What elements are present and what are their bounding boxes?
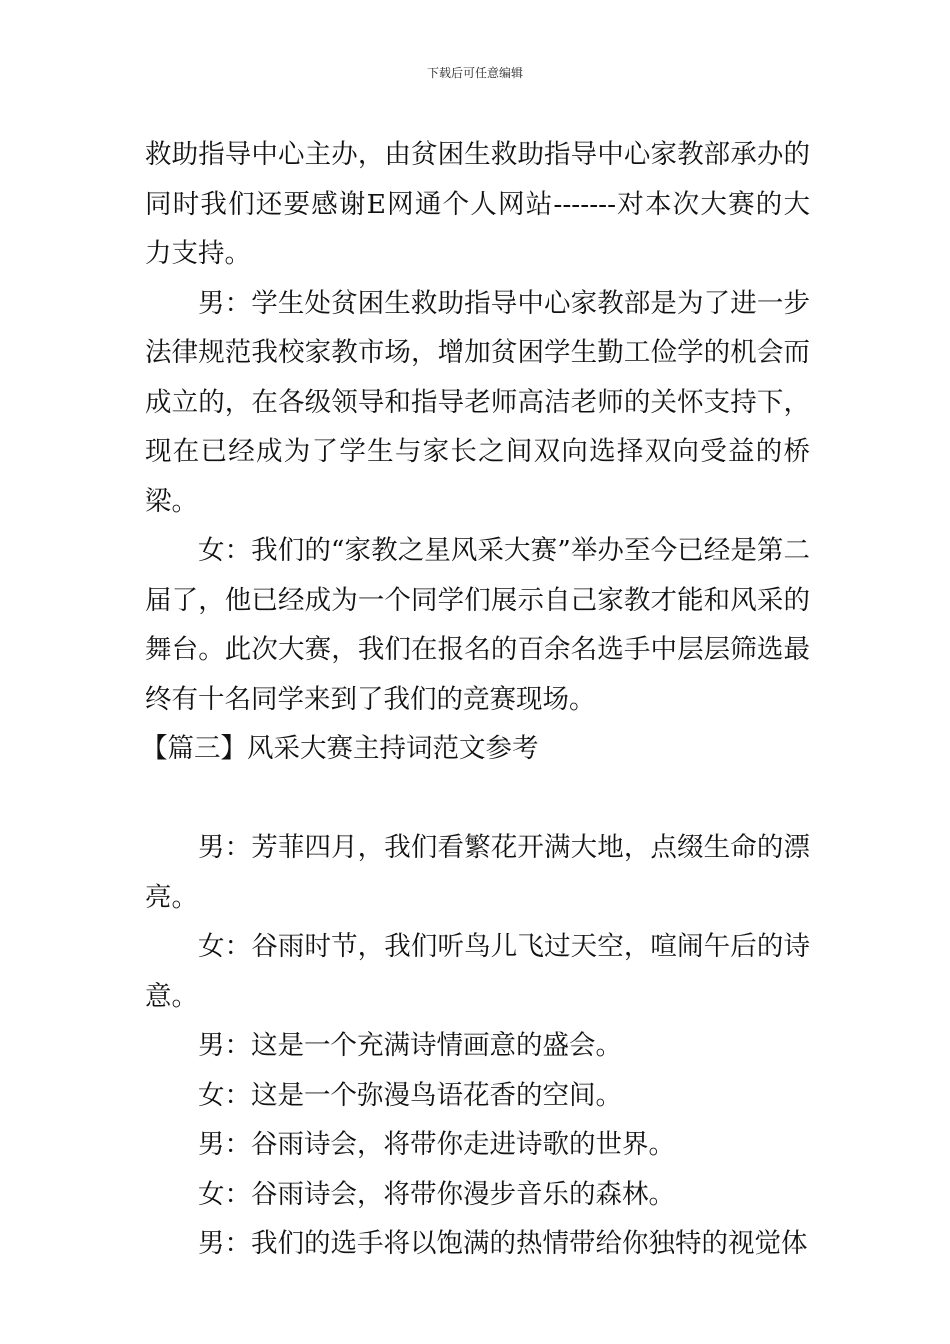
paragraph-sponsors: 救助指导中心主办，由贫困生救助指导中心家教部承办的同时我们还要感谢E网通个人网站-------对本次大赛的大力支持。 [145,139,810,269]
dialogue-line: 女：谷雨时节，我们听鸟儿飞过天空，喧闹午后的诗意。 [145,931,810,1012]
page-header: 下载后可任意编辑 [426,66,523,80]
dialogue-line: 男：谷雨诗会，将带你走进诗歌的世界。 [198,1129,675,1160]
paragraph-female-intro: 女：我们的“家教之星风采大赛”举办至今已经是第二届了，他已经成为一个同学们展示自己家教才能和风采的舞台。此次大赛，我们在报名的百余名选手中层层筛选最终有十名同学来到了我们的竞赛现场。 [145,535,810,715]
blank-line [145,774,810,824]
section-heading: 【篇三】风采大赛主持词范文参考 [141,733,539,764]
dialogue-line: 女：这是一个弥漫鸟语花香的空间。 [198,1079,622,1111]
paragraph-male-intro: 男：学生处贫困生救助指导中心家教部是为了进一步法律规范我校家教市场，增加贫困学生勤工俭学的机会而成立的，在各级领导和指导老师高洁老师的关怀支持下，现在已经成为了学生与家长之间双向选择双向受益的桥梁。 [145,287,810,517]
document-body [141,130,810,1269]
dialogue-line: 女：谷雨诗会，将带你漫步音乐的森林。 [198,1178,675,1210]
dialogue-line: 男：我们的选手将以饱满的热情带给你独特的视觉体 [198,1228,808,1259]
dialogue-line: 男：这是一个充满诗情画意的盛会。 [198,1030,622,1061]
dialogue-line: 男：芳菲四月，我们看繁花开满大地，点缀生命的漂亮。 [145,832,810,913]
